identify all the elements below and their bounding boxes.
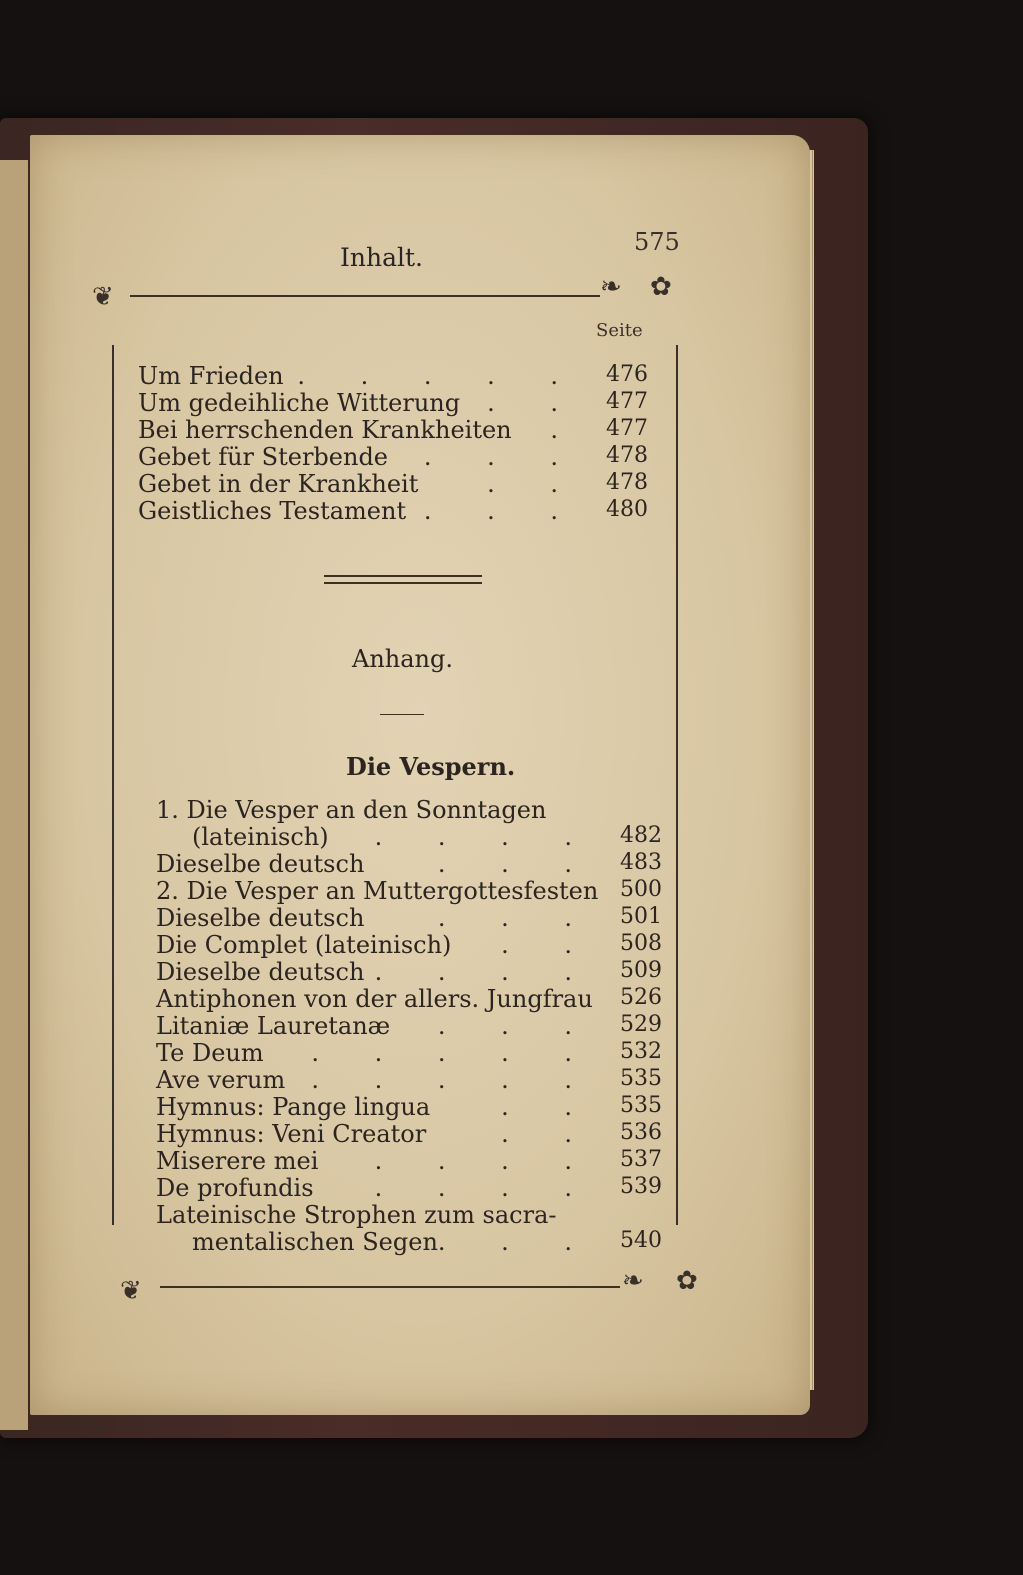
toc-entry-title: Hymnus: Veni Creator bbox=[156, 1120, 427, 1148]
toc-entry-dots: . . bbox=[501, 1093, 596, 1121]
top-rule bbox=[130, 295, 600, 297]
toc-entry-title: Bei herrschenden Krankheiten bbox=[138, 416, 512, 444]
toc-entry-page: 509 bbox=[620, 958, 662, 983]
toc-entry bbox=[156, 1174, 696, 1201]
toc-entry-title: Miserere mei bbox=[156, 1147, 319, 1175]
toc-entry-page: 482 bbox=[620, 823, 662, 848]
toc-entry-page: 483 bbox=[620, 850, 662, 875]
toc-entry bbox=[156, 1066, 696, 1093]
toc-entry-page: 535 bbox=[620, 1093, 662, 1118]
toc-entry-page: 537 bbox=[620, 1147, 662, 1172]
toc-entry bbox=[156, 958, 696, 985]
toc-entry-page: 529 bbox=[620, 1012, 662, 1037]
toc-entry bbox=[156, 1201, 696, 1228]
toc-entry-page: 500 bbox=[620, 877, 662, 902]
toc-entry-title: Dieselbe deutsch bbox=[156, 904, 365, 932]
corner-ornament-top-left-icon: ❦ bbox=[92, 282, 114, 312]
toc-entry-dots: . . bbox=[501, 931, 596, 959]
toc-entry-page: 478 bbox=[606, 470, 648, 495]
double-rule-lower bbox=[324, 582, 482, 584]
corner-ornament-bottom-left-icon: ❦ bbox=[120, 1276, 142, 1306]
toc-entry bbox=[138, 362, 678, 389]
vespers-title: Die Vespern. bbox=[346, 752, 516, 781]
toc-entry-title: mentalischen Segen bbox=[192, 1228, 438, 1256]
toc-entry-title: Gebet für Sterbende bbox=[138, 443, 389, 471]
toc-entry-title: Te Deum bbox=[156, 1039, 264, 1067]
toc-entry-title: Antiphonen von der allers. Jungfrau bbox=[156, 985, 593, 1013]
toc-entry-dots: . . . . bbox=[374, 823, 596, 851]
toc-entry-page: 540 bbox=[620, 1228, 662, 1253]
toc-entry-page: 539 bbox=[620, 1174, 662, 1199]
toc-entry bbox=[156, 1120, 696, 1147]
toc-entry bbox=[156, 1039, 696, 1066]
toc-entry bbox=[138, 389, 678, 416]
toc-entry bbox=[156, 1093, 696, 1120]
toc-entry-dots: . . . . . bbox=[311, 1066, 596, 1094]
corner-flourish-top-right-icon: ✿ bbox=[650, 272, 672, 302]
toc-entry-dots: . . . . . bbox=[297, 362, 582, 390]
toc-entry-dots: . . bbox=[487, 389, 582, 417]
toc-entry-title: Dieselbe deutsch bbox=[156, 958, 365, 986]
toc-entry bbox=[138, 470, 678, 497]
toc-entry-title: Lateinische Strophen zum sacra- bbox=[156, 1201, 557, 1229]
toc-entry bbox=[138, 416, 678, 443]
toc-entry-dots: . . bbox=[501, 1120, 596, 1148]
toc-entry-dots: . . . bbox=[423, 497, 582, 525]
toc-entry-title: 1. Die Vesper an den Sonntagen bbox=[156, 796, 547, 824]
corner-ornament-top-right-icon: ❧ bbox=[600, 272, 622, 302]
appendix-title: Anhang. bbox=[352, 645, 454, 673]
toc-entry-title: De profundis bbox=[156, 1174, 314, 1202]
corner-flourish-bottom-right-icon: ✿ bbox=[676, 1266, 698, 1296]
toc-entry bbox=[156, 796, 696, 823]
toc-entry bbox=[156, 931, 696, 958]
left-page-edge bbox=[0, 160, 28, 1430]
toc-entry-dots: . . . bbox=[423, 443, 582, 471]
toc-entry bbox=[156, 1228, 696, 1255]
toc-entry bbox=[156, 1147, 696, 1174]
toc-entry-title: Ave verum bbox=[156, 1066, 286, 1094]
toc-entry-page: 478 bbox=[606, 443, 648, 468]
short-rule bbox=[380, 714, 424, 715]
toc-entry-page: 477 bbox=[606, 389, 648, 414]
toc-entry-title: Geistliches Testament bbox=[138, 497, 407, 525]
toc-entry-title: Um gedeihliche Witterung bbox=[138, 389, 461, 417]
toc-entry bbox=[156, 1012, 696, 1039]
toc-entry-page: 508 bbox=[620, 931, 662, 956]
toc-entry-dots: . . . . bbox=[374, 1174, 596, 1202]
toc-entry-dots: . . . bbox=[437, 850, 596, 878]
double-rule-upper bbox=[324, 575, 482, 577]
toc-entry-title: Gebet in der Krankheit bbox=[138, 470, 419, 498]
toc-entry-dots: . . . bbox=[437, 904, 596, 932]
left-border-line bbox=[112, 345, 114, 1225]
toc-entry-dots: . bbox=[550, 416, 582, 444]
toc-entry-page: 536 bbox=[620, 1120, 662, 1145]
toc-entry bbox=[156, 904, 696, 931]
toc-entry-page: 476 bbox=[606, 362, 648, 387]
toc-entry-title: Um Frieden bbox=[138, 362, 284, 390]
toc-entry-dots: . . . . bbox=[374, 1147, 596, 1175]
toc-entry-title: Litaniæ Lauretanæ bbox=[156, 1012, 391, 1040]
bottom-rule bbox=[160, 1286, 620, 1288]
toc-entry-page: 477 bbox=[606, 416, 648, 441]
toc-entry bbox=[156, 877, 696, 904]
toc-entry-dots: . . . . . bbox=[311, 1039, 596, 1067]
toc-entry-page: 532 bbox=[620, 1039, 662, 1064]
toc-entry-title: Die Complet (lateinisch) bbox=[156, 931, 452, 959]
toc-entry bbox=[138, 443, 678, 470]
corner-ornament-bottom-right-icon: ❧ bbox=[622, 1266, 644, 1296]
toc-entry-page: 501 bbox=[620, 904, 662, 929]
toc-entry-page: 535 bbox=[620, 1066, 662, 1091]
toc-entry-dots: . . . . bbox=[374, 958, 596, 986]
page-number: 575 bbox=[634, 228, 680, 256]
toc-entry-dots: . . . bbox=[437, 1012, 596, 1040]
toc-entry bbox=[138, 497, 678, 524]
toc-entry-title: Hymnus: Pange lingua bbox=[156, 1093, 431, 1121]
toc-entry bbox=[156, 985, 696, 1012]
toc-entry-title: 2. Die Vesper an Muttergottesfesten bbox=[156, 877, 599, 905]
page-title: Inhalt. bbox=[340, 243, 423, 272]
toc-entry-title: (lateinisch) bbox=[192, 823, 329, 851]
toc-entry-page: 480 bbox=[606, 497, 648, 522]
toc-entry bbox=[156, 823, 696, 850]
toc-entry-dots: . . bbox=[487, 470, 582, 498]
toc-entry-dots: . . . bbox=[437, 1228, 596, 1256]
page-column-label: Seite bbox=[596, 320, 643, 341]
toc-entry-page: 526 bbox=[620, 985, 662, 1010]
toc-entry-title: Dieselbe deutsch bbox=[156, 850, 365, 878]
toc-entry bbox=[156, 850, 696, 877]
